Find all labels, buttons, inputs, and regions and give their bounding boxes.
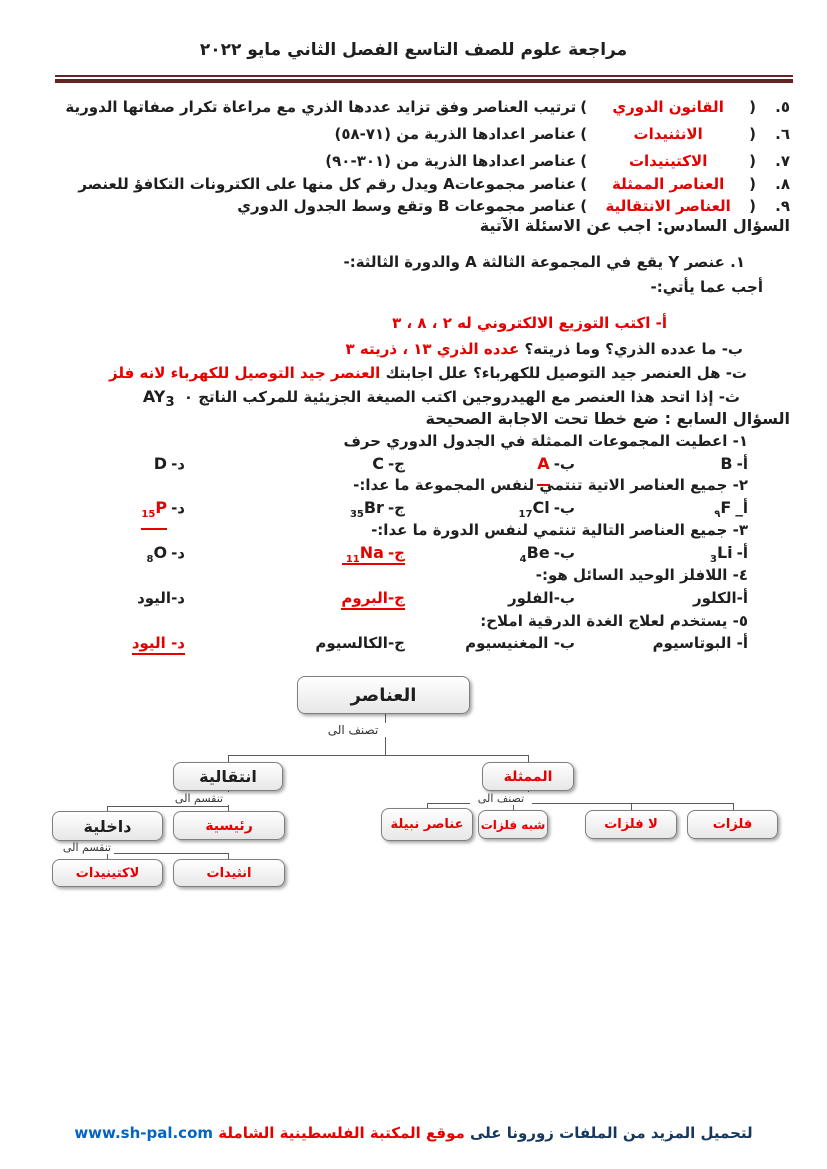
classify-label: تصنف الى xyxy=(470,792,532,805)
option-d: د-اليود xyxy=(137,589,185,607)
flow-node-inner: داخلية xyxy=(52,811,163,841)
divide-label: تنقسم الى xyxy=(60,841,114,854)
question-six-intro: ١. عنصر Y يقع في المجموعة الثالثة A والدورة الثالثة:- xyxy=(343,253,745,271)
answer-c-text: العنصر جيد التوصيل للكهرباء لانه فلز xyxy=(109,364,381,382)
option-b: $ب-_{17}Cl$ xyxy=(405,496,575,530)
classify-label: تصنف الى xyxy=(318,723,388,737)
correct-answer: د- اليود xyxy=(132,634,185,655)
option-symbol: C xyxy=(372,454,384,473)
paren-open: ( xyxy=(749,98,756,116)
option-text: الكلور xyxy=(692,589,737,607)
option-text: البوتاسيوم xyxy=(652,634,737,652)
option-a: أ- البوتاسيوم xyxy=(652,634,748,652)
paren-close: ) xyxy=(580,152,588,170)
paren-close: ) xyxy=(580,98,588,116)
correct-answer: ج-البروم xyxy=(341,589,405,610)
item-number: ٥. xyxy=(775,98,790,116)
paren-open: ( xyxy=(749,152,756,170)
question-six-intro2: أجب عما يأتي:- xyxy=(650,278,763,296)
connector-line xyxy=(107,853,229,854)
option-symbol: D xyxy=(153,454,168,473)
flow-node-elements: العناصر xyxy=(297,676,470,714)
item-number: ٦. xyxy=(775,125,790,143)
flow-node-transitional: انتقالية xyxy=(173,762,283,791)
page-title: مراجعة علوم للصف التاسع الفصل الثاني مايو ٢٠٢٢ xyxy=(199,40,628,60)
option-a: أ-الكلور xyxy=(692,589,748,607)
atomic-number-range: (٣٠١-٩٠) xyxy=(325,152,392,170)
flow-node-metals: فلزات xyxy=(687,810,778,839)
option-d: $د-_{15}P$ xyxy=(30,496,185,530)
element-symbol: $_٩$F xyxy=(714,498,732,521)
chemical-formula: $AY_3$ xyxy=(142,387,175,411)
answer-blank: الاكتينيدات xyxy=(628,152,708,170)
element-symbol: $_8$O xyxy=(146,543,168,566)
option-c: ج-الكالسيوم xyxy=(315,634,405,652)
correct-answer: $_{15}$P xyxy=(141,496,167,530)
option-d: $د-_8O$ xyxy=(30,541,185,572)
option-symbol: B xyxy=(720,454,733,473)
option-text: المغنيسيوم xyxy=(465,634,554,652)
paren-open: ( xyxy=(749,125,756,143)
flow-node-anthides: انثيدات xyxy=(173,859,285,887)
option-b: ب- المغنيسيوم xyxy=(465,634,575,652)
element-symbol: $_{35}$Br xyxy=(349,498,384,521)
definition-item-7 xyxy=(30,150,790,172)
question-six-header: السؤال السادس: اجب عن الاسئلة الآتية xyxy=(479,216,790,235)
flow-node-lactinides: لاكتينيدات xyxy=(52,859,163,887)
q7-question-1: ١- اعطيت المجموعات الممثلة في الجدول الدوري حرف xyxy=(343,432,748,450)
question-six-answer-a: أ- اكتب التوزيع الالكتروني له ٢ ، ٨ ، ٣ xyxy=(392,314,667,332)
connector-line xyxy=(107,806,229,807)
elements-classification-flowchart xyxy=(0,665,827,905)
question-b-text: ب- ما عدده الذري؟ وما ذريته؟ xyxy=(524,340,743,358)
option-d: د-D xyxy=(30,452,185,486)
option-a: $أ\__٩F$ xyxy=(575,496,748,530)
divide-label: تنقسم الى xyxy=(168,792,230,805)
definition-text: عناصر اعدادها الذرية من xyxy=(396,152,577,170)
option-c xyxy=(185,541,405,572)
paren-close: ) xyxy=(580,197,588,215)
option-d xyxy=(30,631,185,655)
footer-url-link[interactable]: www.sh-pal.com xyxy=(74,1124,213,1142)
option-text: الفلور xyxy=(507,589,554,607)
item-number: ٨. xyxy=(775,175,790,193)
flow-node-main: رئيسية xyxy=(173,811,285,840)
q7-question-3: ٣- جميع العناصر التالية تنتمي لنفس الدورة ما عدا:- xyxy=(371,521,748,539)
q7-options-4 xyxy=(30,586,748,610)
option-b: ب-A xyxy=(405,452,575,486)
element-symbol: $_3$Li xyxy=(709,543,733,566)
option-text: اليود xyxy=(137,589,172,607)
option-a: $أ-_3Li$ xyxy=(575,541,748,572)
definition-text: عناصر اعدادها الذرية من xyxy=(396,125,577,143)
definition-item-9 xyxy=(30,195,790,217)
definition-item-6 xyxy=(30,123,790,145)
option-c: $ج-_{35}Br$ xyxy=(185,496,405,530)
question-d-text: ث- إذا اتحد هذا العنصر مع الهيدروجين اكتب الصيغة الجزيئية للمركب الناتج ٠ xyxy=(183,388,740,406)
answer-blank: الانثنيدات xyxy=(633,125,703,143)
q7-question-2: ٢- جميع العناصر الاتية تنتمي لنفس المجموعة ما عدا:- xyxy=(353,476,748,494)
question-seven-header: السؤال السابع : ضع خطا تحت الاجابة الصحيحة xyxy=(425,409,790,428)
element-symbol: $_{11}$Na xyxy=(345,543,384,566)
element-symbol: $_4$Be xyxy=(519,543,550,566)
definition-text: عناصر مجموعاتA ويدل رقم كل منها على الكترونات التكافؤ للعنصر xyxy=(78,175,577,193)
option-b: $ب-_4Be$ xyxy=(405,541,575,572)
footer-banner xyxy=(0,1124,827,1142)
header-rule-thick xyxy=(55,79,793,83)
question-c-text: ت- هل العنصر جيد التوصيل للكهرباء؟ علل اجابتك xyxy=(385,364,747,382)
question-six-item-b xyxy=(346,338,743,360)
option-a: أ-B xyxy=(575,452,748,486)
option-b: ب-الفلور xyxy=(507,589,575,607)
correct-answer: $ج-_{11}Na$ xyxy=(342,544,405,565)
header-rule-thin xyxy=(55,75,793,77)
option-c xyxy=(185,586,405,610)
definition-text: عناصر مجموعات B وتقع وسط الجدول الدوري xyxy=(237,197,577,215)
flow-node-metalloids: شبه فلزات xyxy=(478,810,548,839)
paren-close: ) xyxy=(580,125,588,143)
footer-site-name: موقع المكتبة الفلسطينية الشاملة xyxy=(213,1124,465,1142)
element-symbol: $_{17}$Cl xyxy=(518,498,550,521)
answer-blank: القانون الدوري xyxy=(612,98,724,116)
option-text: الكالسيوم xyxy=(315,634,388,652)
correct-answer: A xyxy=(537,452,549,486)
atomic-number-range: (٧١-٥٨) xyxy=(334,125,392,143)
definition-text: ترتيب العناصر وفق تزايد عددها الذري مع مراعاة تكرار صفاتها الدورية xyxy=(65,98,577,116)
item-number: ٧. xyxy=(775,152,790,170)
answer-blank: العناصر الممثلة xyxy=(612,175,725,193)
definition-item-5 xyxy=(30,96,790,118)
question-six-item-c xyxy=(109,362,747,384)
paren-close: ) xyxy=(580,175,588,193)
q7-question-4: ٤- اللافلز الوحيد السائل هو:- xyxy=(535,566,748,584)
q7-options-5 xyxy=(30,631,748,655)
footer-text: لتحميل المزيد من الملفات زورونا على xyxy=(464,1124,753,1142)
flow-node-nonmetals: لا فلزات xyxy=(585,810,677,839)
paren-open: ( xyxy=(749,175,756,193)
answer-blank: العناصر الانتقالية xyxy=(605,197,731,215)
definition-item-8 xyxy=(30,173,790,195)
flow-node-noble-elements: عناصر نبيلة xyxy=(381,808,473,841)
q7-question-5: ٥- يستخدم لعلاج الغدة الدرقية املاح: xyxy=(480,612,748,630)
flow-node-representative: الممثلة xyxy=(482,762,574,791)
answer-b-text: عدده الذري ١٣ ، ذريته ٣ xyxy=(345,340,520,358)
connector-line xyxy=(228,755,529,756)
option-c: ج-C xyxy=(185,452,405,486)
item-number: ٩. xyxy=(775,197,790,215)
paren-open: ( xyxy=(749,197,756,215)
